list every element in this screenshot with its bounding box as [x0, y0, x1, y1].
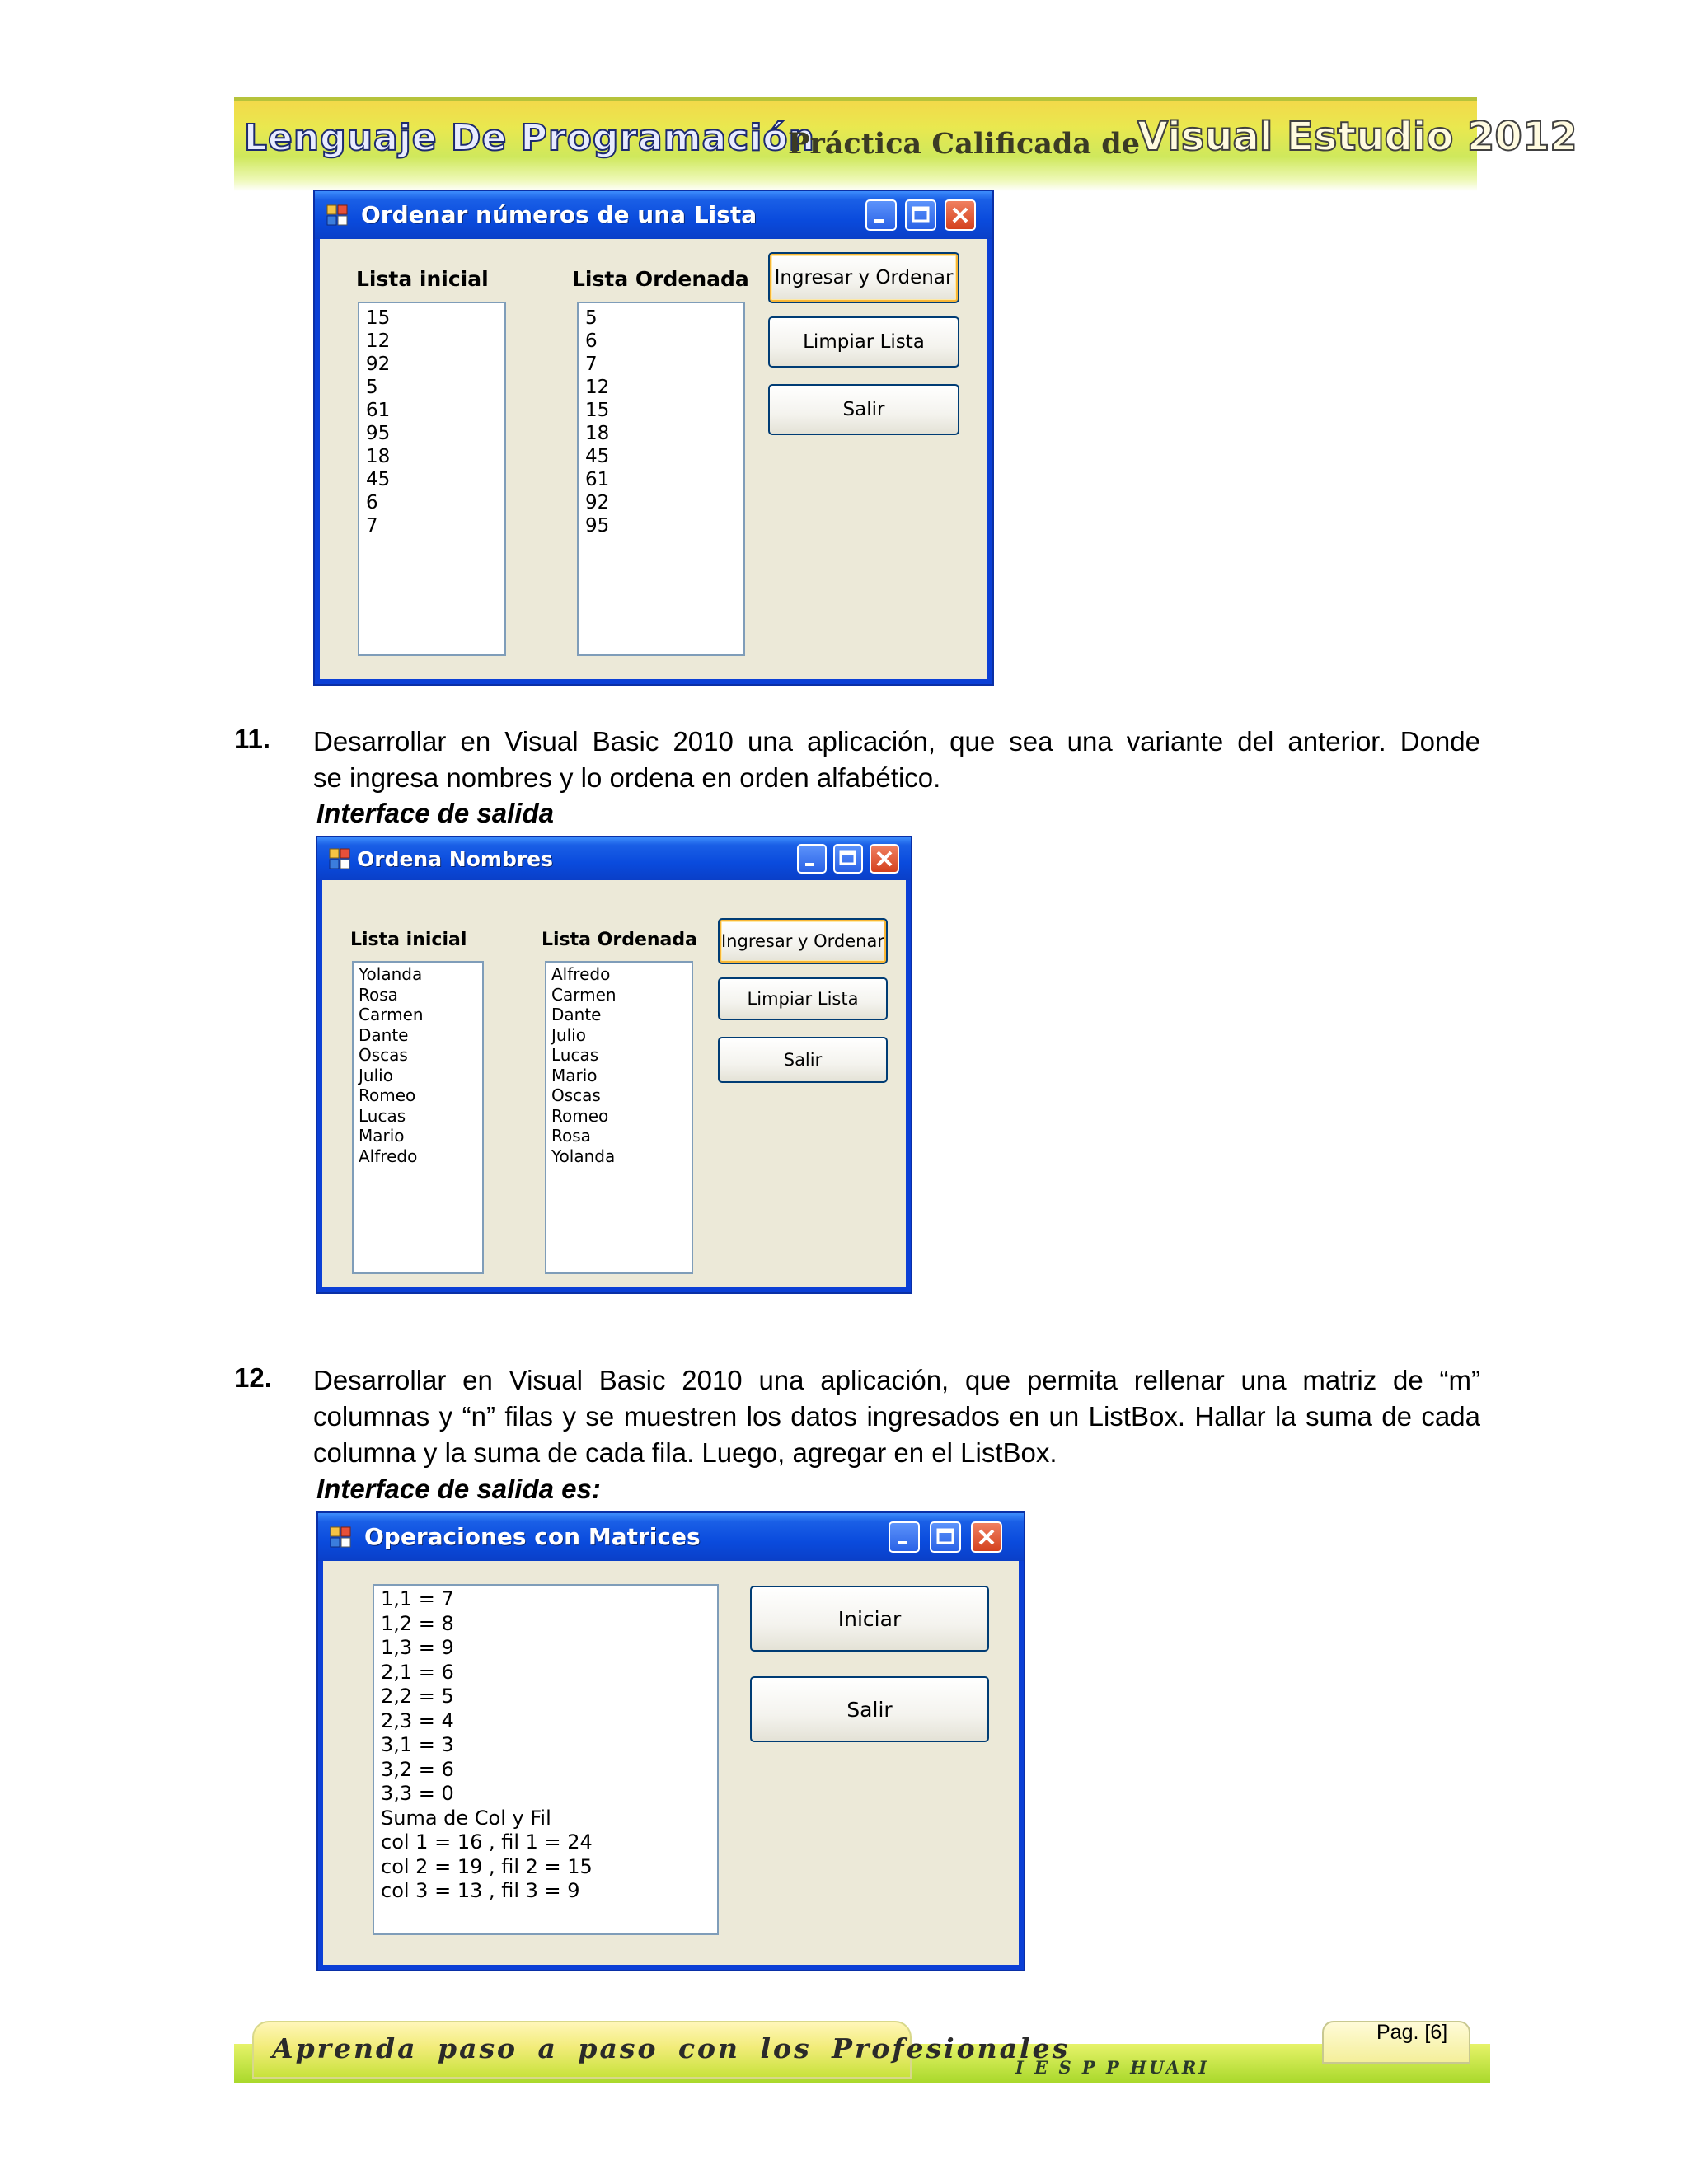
item-number-11: 11.	[234, 724, 271, 754]
list-item[interactable]: 5	[366, 377, 378, 398]
listbox-sorted[interactable]	[577, 302, 745, 656]
window-ordena-nombres	[316, 836, 912, 1294]
label-lista-inicial: Lista inicial	[356, 267, 489, 291]
list-item[interactable]: Alfredo	[359, 1146, 418, 1166]
maximize-button[interactable]	[930, 1521, 961, 1553]
item-11-line-2: se ingresa nombres y lo ordena en orden alfabético.	[313, 762, 941, 793]
title-bar[interactable]	[315, 191, 992, 239]
minimize-button[interactable]	[865, 199, 897, 231]
list-item[interactable]: 45	[366, 469, 391, 490]
close-icon	[973, 1523, 1001, 1551]
item-12-line-1: Desarrollar en Visual Basic 2010 una aplicación, que permita rellenar una matriz de “m”	[313, 1365, 1480, 1395]
list-item[interactable]: 61	[366, 400, 391, 421]
list-item[interactable]: 3,1 = 3	[381, 1733, 454, 1756]
list-item[interactable]: Mario	[551, 1065, 598, 1085]
list-item[interactable]: 1,2 = 8	[381, 1611, 454, 1635]
salir-button[interactable]: Salir	[750, 1676, 989, 1742]
close-button[interactable]	[945, 199, 976, 231]
window-ordenar-numeros	[313, 190, 994, 686]
salir-button[interactable]: Salir	[768, 384, 959, 435]
title-bar[interactable]	[317, 837, 911, 880]
list-item[interactable]: Carmen	[551, 984, 617, 1005]
window-operaciones-matrices	[316, 1511, 1025, 1971]
window-title: Operaciones con Matrices	[364, 1523, 701, 1550]
list-item[interactable]: 18	[366, 446, 391, 467]
list-item[interactable]: 2,2 = 5	[381, 1685, 454, 1708]
title-bar[interactable]	[318, 1513, 1024, 1561]
window-client	[323, 1561, 1019, 1965]
list-item[interactable]: 12	[585, 377, 610, 398]
header-course-title: Lenguaje De Programación	[244, 117, 815, 159]
list-item[interactable]: Carmen	[359, 1005, 424, 1024]
listbox-items	[585, 307, 609, 537]
list-item[interactable]: 92	[366, 354, 391, 375]
list-item[interactable]: Dante	[551, 1005, 602, 1024]
list-item[interactable]: 7	[366, 515, 378, 537]
header-banner	[234, 97, 1578, 191]
list-item[interactable]: 6	[366, 492, 378, 513]
list-item[interactable]: 95	[366, 423, 391, 444]
window-title: Ordenar números de una Lista	[361, 201, 757, 228]
list-item[interactable]: Alfredo	[551, 964, 611, 984]
maximize-button[interactable]	[833, 844, 863, 874]
footer-slogan: Aprenda paso a paso con los Profesionales	[272, 2032, 1071, 2064]
close-icon	[871, 846, 898, 872]
list-item[interactable]: col 1 = 16 , fil 1 = 24	[381, 1830, 593, 1854]
list-item[interactable]: 6	[585, 330, 598, 352]
listbox-items	[359, 964, 424, 1166]
ingresar-ordenar-button[interactable]: Ingresar y Ordenar	[718, 918, 888, 964]
minimize-icon	[890, 1523, 918, 1551]
list-item[interactable]: 92	[585, 492, 610, 513]
listbox-items	[381, 1587, 593, 1904]
close-button[interactable]	[870, 844, 899, 874]
list-item[interactable]: 95	[585, 515, 610, 537]
maximize-icon	[931, 1523, 959, 1551]
item-12-line-2: columnas y “n” filas y se muestren los datos ingresados en un ListBox. Hallar la suma de cada	[313, 1401, 1480, 1432]
list-item[interactable]: Julio	[551, 1024, 586, 1045]
footer-institution: I E S P P HUARI	[1015, 2057, 1210, 2078]
minimize-button[interactable]	[797, 844, 827, 874]
item-11-line-1: Desarrollar en Visual Basic 2010 una aplicación, que sea una variante del anterior. Donde	[313, 726, 1480, 757]
limpiar-lista-button[interactable]: Limpiar Lista	[768, 316, 959, 368]
maximize-icon	[835, 846, 861, 872]
minimize-button[interactable]	[889, 1521, 920, 1553]
list-item[interactable]: Rosa	[359, 984, 398, 1005]
app-icon	[329, 848, 350, 869]
header-product-title: Visual Estudio 2012	[1137, 114, 1578, 160]
item-number-12: 12.	[234, 1362, 272, 1393]
list-item[interactable]: Lucas	[551, 1045, 599, 1065]
listbox-items	[551, 964, 617, 1166]
list-item[interactable]: 15	[585, 400, 610, 421]
app-icon	[326, 204, 348, 226]
list-item[interactable]: col 2 = 19 , fil 2 = 15	[381, 1854, 593, 1878]
item-11-text	[313, 724, 1480, 796]
limpiar-lista-button[interactable]: Limpiar Lista	[718, 977, 888, 1020]
list-item[interactable]: 18	[585, 423, 610, 444]
item-12-text	[313, 1362, 1480, 1471]
window-client	[322, 880, 906, 1287]
close-icon	[946, 201, 974, 229]
app-icon	[330, 1526, 351, 1548]
list-item[interactable]: Rosa	[551, 1126, 591, 1146]
item-12-line-3: columna y la suma de cada fila. Luego, agregar en el ListBox.	[313, 1437, 1057, 1468]
listbox-items	[366, 307, 390, 537]
list-item[interactable]: 1,3 = 9	[381, 1636, 454, 1659]
list-item[interactable]: Julio	[359, 1065, 393, 1085]
list-item[interactable]: 12	[366, 330, 391, 352]
list-item[interactable]: Romeo	[359, 1085, 416, 1105]
list-item[interactable]: Suma de Col y Fil	[381, 1806, 551, 1830]
list-item[interactable]: Romeo	[551, 1105, 609, 1126]
list-item[interactable]: Mario	[359, 1126, 405, 1146]
list-item[interactable]: Lucas	[359, 1105, 406, 1126]
label-lista-inicial: Lista inicial	[350, 930, 467, 950]
maximize-icon	[907, 201, 935, 229]
label-lista-ordenada: Lista Ordenada	[572, 267, 749, 291]
salir-button[interactable]: Salir	[718, 1037, 888, 1083]
list-item[interactable]: 15	[366, 307, 391, 329]
listbox-initial[interactable]	[358, 302, 506, 656]
list-item[interactable]: 2,1 = 6	[381, 1660, 454, 1684]
listbox-sorted[interactable]	[545, 961, 693, 1274]
maximize-button[interactable]	[905, 199, 936, 231]
list-item[interactable]: 61	[585, 469, 610, 490]
list-item[interactable]: Oscas	[359, 1045, 408, 1065]
list-item[interactable]: 3,3 = 0	[381, 1782, 454, 1805]
item-12-caption: Interface de salida es:	[316, 1474, 601, 1504]
list-item[interactable]: 45	[585, 446, 610, 467]
header-subtitle: Práctica Calificada de	[788, 127, 1141, 161]
list-item[interactable]: col 3 = 13 , fil 3 = 9	[381, 1879, 580, 1902]
listbox-initial[interactable]	[352, 961, 484, 1274]
minimize-icon	[867, 201, 895, 229]
window-client	[320, 239, 987, 679]
label-lista-ordenada: Lista Ordenada	[542, 930, 697, 950]
list-item[interactable]: Oscas	[551, 1085, 601, 1105]
list-item[interactable]: 3,2 = 6	[381, 1757, 454, 1781]
ingresar-ordenar-button[interactable]: Ingresar y Ordenar	[768, 252, 959, 303]
list-item[interactable]: 2,3 = 4	[381, 1708, 454, 1732]
window-title: Ordena Nombres	[357, 847, 554, 871]
iniciar-button[interactable]: Iniciar	[750, 1586, 989, 1652]
close-button[interactable]	[971, 1521, 1002, 1553]
list-item[interactable]: 1,1 = 7	[381, 1587, 454, 1610]
list-item[interactable]: Dante	[359, 1024, 409, 1045]
item-11-caption: Interface de salida	[316, 798, 554, 828]
minimize-icon	[799, 846, 825, 872]
list-item[interactable]: Yolanda	[359, 964, 423, 984]
list-item[interactable]: Yolanda	[551, 1146, 616, 1166]
list-item[interactable]: 7	[585, 354, 598, 375]
listbox-matrix[interactable]	[373, 1584, 719, 1935]
page-number: Pag. [6]	[1376, 2021, 1448, 2044]
list-item[interactable]: 5	[585, 307, 598, 329]
